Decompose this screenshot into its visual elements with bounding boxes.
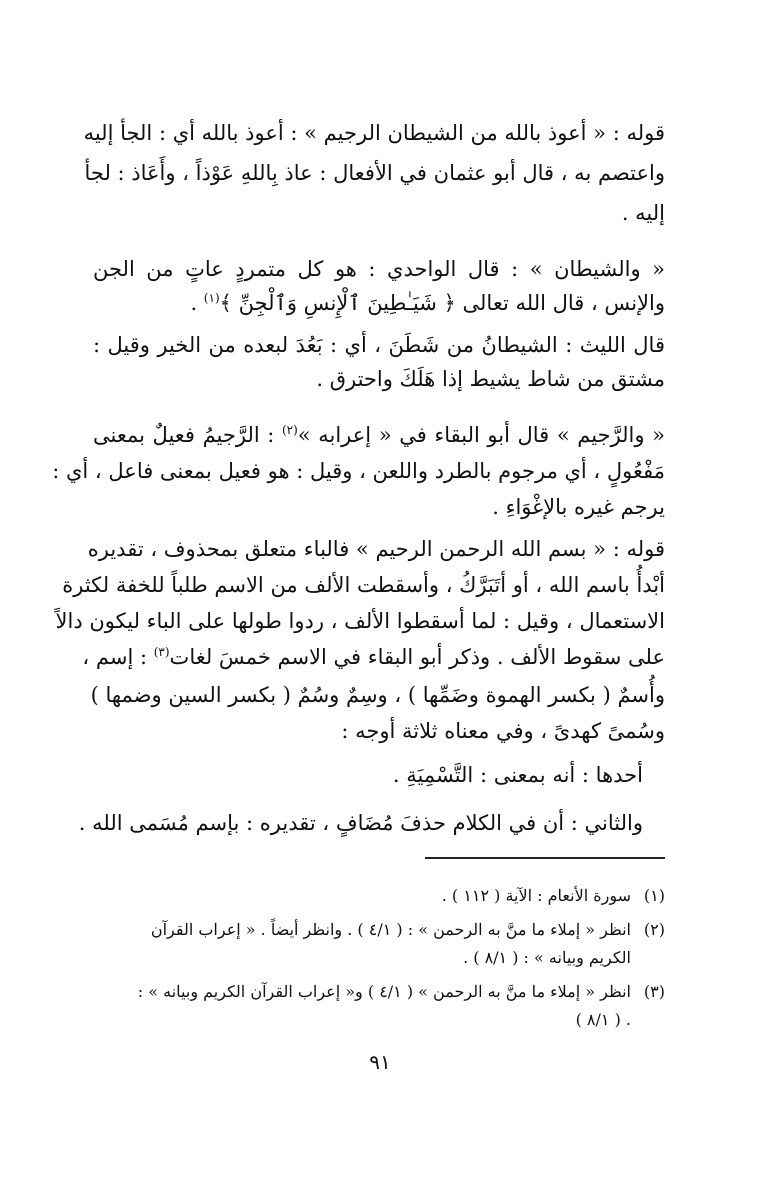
footnote-continuation: الكريم وبيانه » : ( ٨/١ ) . bbox=[463, 948, 631, 967]
body-line: واعتصم به ، قال أبو عثمان في الأفعال : عاذ بِاللهِ عَوْذاً ، وأَعَاذ : لجأ bbox=[84, 161, 665, 185]
footnote bbox=[93, 980, 665, 1004]
footnote-continuation: . ( ٨/١ ) bbox=[575, 1010, 631, 1029]
body-line: أحدها : أنه بمعنى : التَّسْمِيَةِ . bbox=[392, 763, 643, 787]
footnote bbox=[93, 918, 665, 942]
body-line bbox=[93, 288, 665, 318]
body-line: « والشيطان » : قال الواحدي : هو كل متمردٍ عاتٍ من الجن bbox=[93, 257, 665, 281]
body-line: قال الليث : الشيطانُ من شَطَنَ ، أي : بَعُدَ لبعده من الخير وقيل : bbox=[93, 333, 665, 357]
punctuation: . bbox=[190, 291, 204, 315]
footnote-separator bbox=[425, 857, 665, 859]
footnote-number: (٢) bbox=[643, 920, 665, 939]
footnote-text: انظر « إملاء ما منَّ به الرحمن » ( ٤/١ ) و« إعراب القرآن الكريم وبيانه » : bbox=[137, 982, 631, 1001]
page-number: ٩١ bbox=[369, 1050, 391, 1074]
footnote-text: سورة الأنعام : الآية ( ١١٢ ) . bbox=[441, 886, 631, 905]
body-line: الاستعمال ، وقيل : لما أسقطوا الألف ، ردوا طولها على الباء ليكون دالاً bbox=[55, 609, 665, 633]
body-line: أبْدأُ باسم الله ، أو أتَبَرَّكُ ، وأسقطت الألف من الاسم طلباً للخفة لكثرة bbox=[62, 573, 665, 597]
text-run: على سقوط الألف . وذكر أبو البقاء في الاسم خمسَ لغات bbox=[169, 645, 665, 669]
body-line: قوله : « بسم الله الرحمن الرحيم » فالباء متعلق بمحذوف ، تقديره bbox=[87, 537, 665, 561]
footnote-ref: (٣) bbox=[153, 645, 170, 659]
body-line: إليه . bbox=[621, 201, 665, 225]
body-line: وسُمىً كهدىً ، وفي معناه ثلاثة أوجه : bbox=[341, 719, 665, 743]
body-line: وأُسمٌ ( بكسر الهموة وضَمِّها ) ، وسِمٌ وسُمٌ ( بكسر السين وضمها ) bbox=[90, 683, 665, 707]
body-line: والثاني : أن في الكلام حذفَ مُضَافٍ ، تقديره : بإسم مُسَمى الله . bbox=[78, 811, 643, 835]
body-line bbox=[93, 420, 665, 450]
footnote-number: (١) bbox=[643, 886, 665, 905]
footnote-ref: (٢) bbox=[281, 423, 298, 437]
body-line: مشتق من شاط يشيط إذا هَلَكَ واحترق . bbox=[316, 367, 665, 391]
quran-quote: والإنس ، قال الله تعالى ﴿ شَيَـٰطِينَ ٱلْإِنسِ وَٱلْجِنِّ ﴾ bbox=[219, 291, 665, 315]
footnote bbox=[93, 884, 665, 908]
text-run: « والرَّجيم » قال أبو البقاء في « إعرابه » bbox=[297, 423, 665, 447]
body-line bbox=[82, 642, 665, 672]
footnote-number: (٣) bbox=[643, 982, 665, 1001]
body-line: قوله : « أعوذ بالله من الشيطان الرجيم » : أعوذ بالله أي : الجأ إليه bbox=[83, 121, 665, 145]
text-run: : الرَّجيمُ فعيلٌ بمعنى bbox=[93, 423, 282, 447]
text-run: : إسم ، bbox=[82, 645, 154, 669]
body-line: يرجم غيره بالإغْوَاءِ . bbox=[492, 495, 665, 519]
footnote-ref: (١) bbox=[203, 291, 220, 305]
body-line: مَفْعُولٍ ، أي مرجوم بالطرد واللعن ، وقيل : هو فعيل بمعنى فاعل ، أي : bbox=[52, 459, 665, 483]
footnote-text: انظر « إملاء ما منَّ به الرحمن » : ( ٤/١ ) . وانظر أيضاً . « إعراب القرآن bbox=[150, 920, 631, 939]
